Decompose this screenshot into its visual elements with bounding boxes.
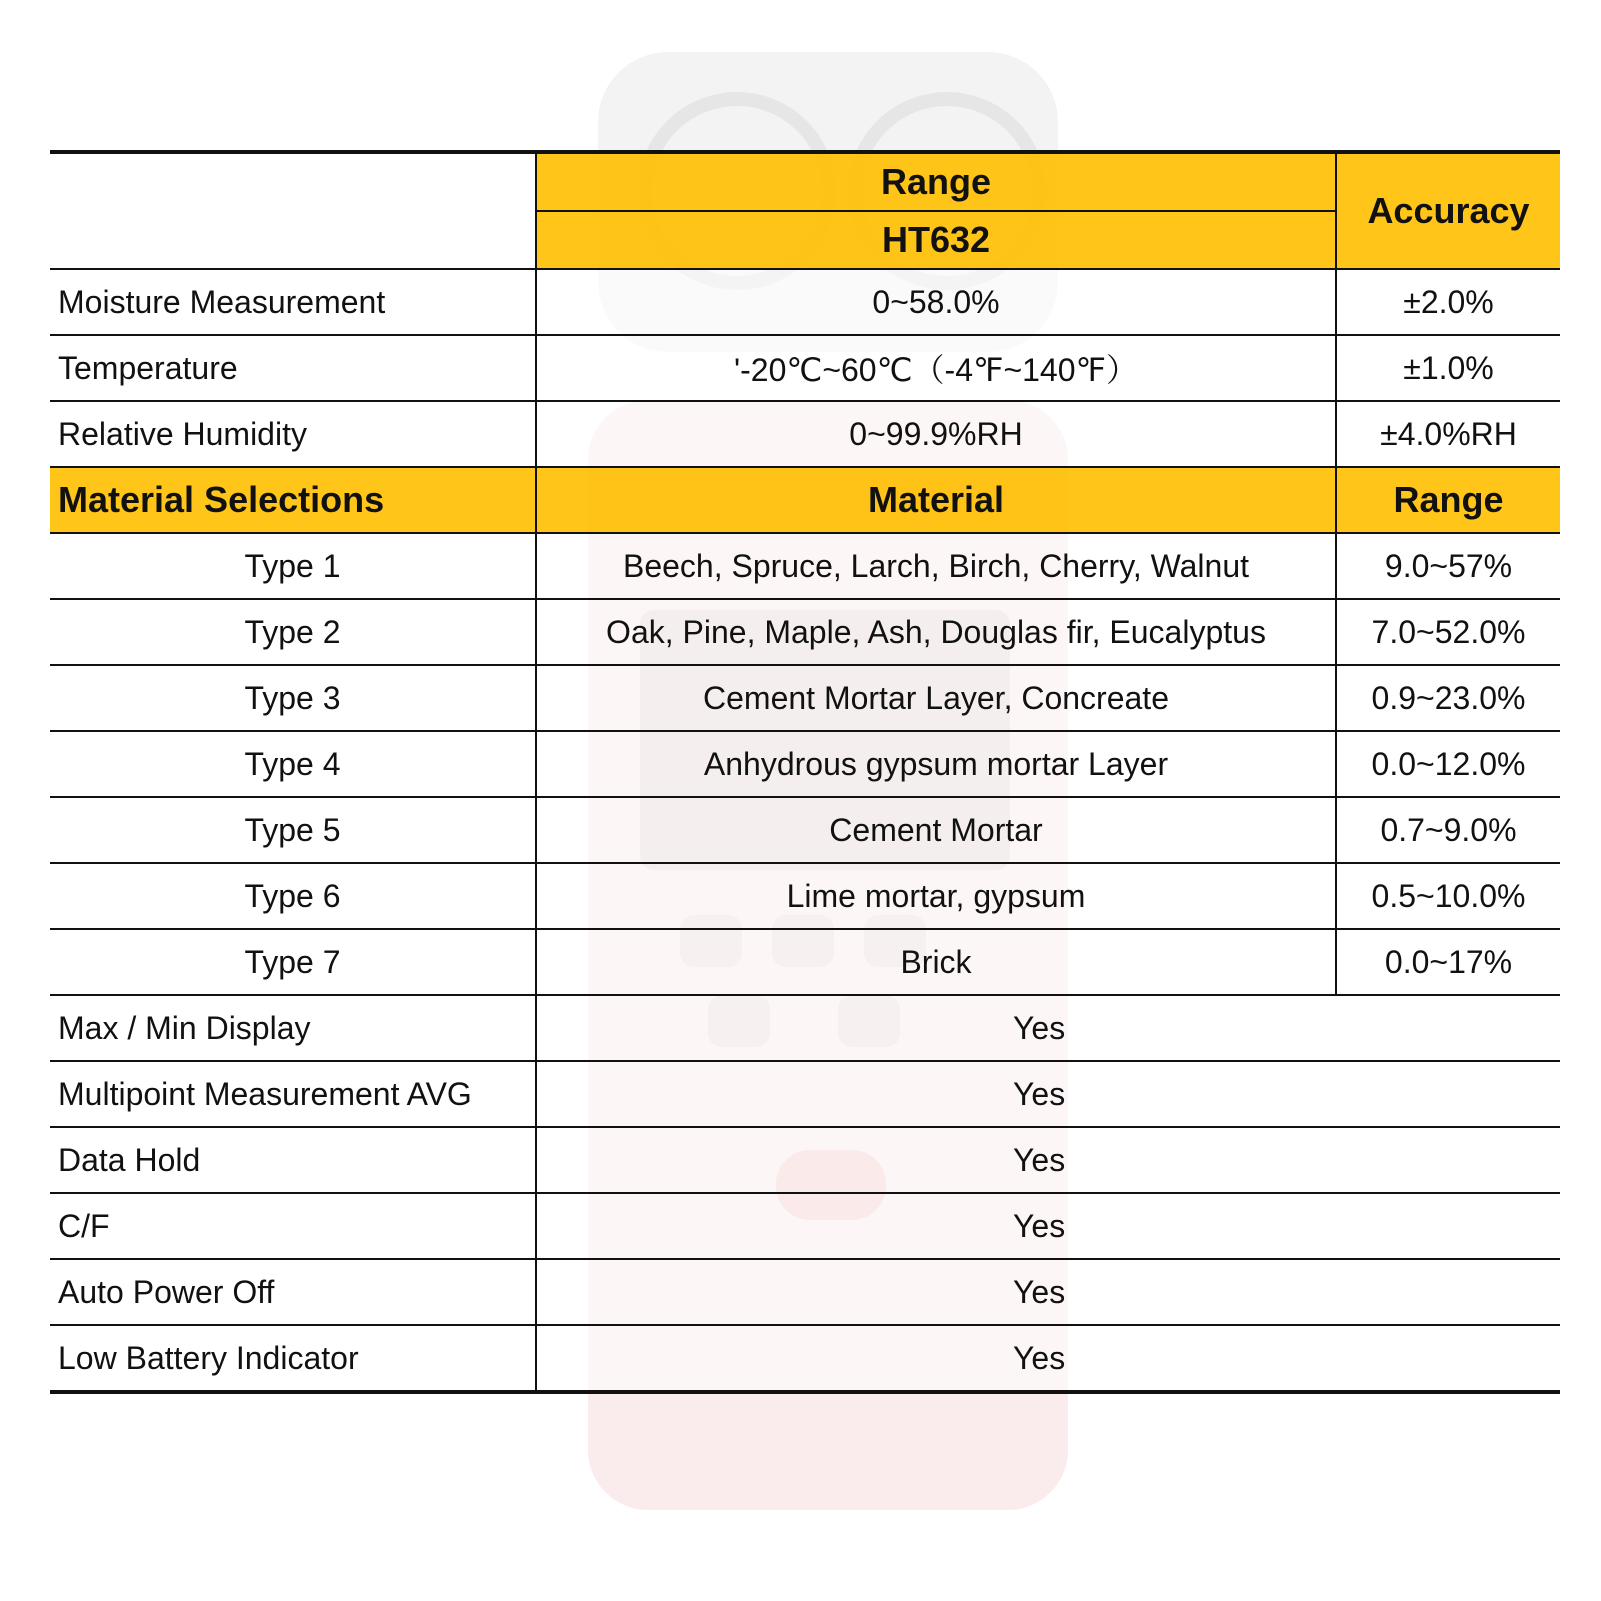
measurement-range: 0~58.0% bbox=[536, 269, 1336, 335]
header-row-range bbox=[50, 152, 1560, 211]
measurement-row bbox=[50, 401, 1560, 467]
material-list: Oak, Pine, Maple, Ash, Douglas fir, Eucalyptus bbox=[536, 599, 1336, 665]
material-row bbox=[50, 929, 1560, 995]
feature-name: Auto Power Off bbox=[50, 1259, 536, 1325]
material-list: Beech, Spruce, Larch, Birch, Cherry, Walnut bbox=[536, 533, 1336, 599]
model-header: HT632 bbox=[536, 211, 1336, 269]
material-range-header: Range bbox=[1336, 467, 1560, 533]
feature-row bbox=[50, 1259, 1560, 1325]
feature-name: Low Battery Indicator bbox=[50, 1325, 536, 1392]
material-type: Type 1 bbox=[50, 533, 536, 599]
material-row bbox=[50, 599, 1560, 665]
feature-name: Multipoint Measurement AVG bbox=[50, 1061, 536, 1127]
material-type: Type 6 bbox=[50, 863, 536, 929]
material-range: 0.0~17% bbox=[1336, 929, 1560, 995]
feature-row bbox=[50, 995, 1560, 1061]
measurement-row bbox=[50, 269, 1560, 335]
material-row bbox=[50, 665, 1560, 731]
feature-row bbox=[50, 1193, 1560, 1259]
material-type: Type 7 bbox=[50, 929, 536, 995]
material-list: Lime mortar, gypsum bbox=[536, 863, 1336, 929]
material-range: 7.0~52.0% bbox=[1336, 599, 1560, 665]
measurement-row bbox=[50, 335, 1560, 401]
header-blank-cell bbox=[50, 152, 536, 269]
material-list: Brick bbox=[536, 929, 1336, 995]
material-type: Type 2 bbox=[50, 599, 536, 665]
specification-table bbox=[50, 150, 1560, 1394]
material-row bbox=[50, 797, 1560, 863]
feature-row bbox=[50, 1127, 1560, 1193]
measurement-name: Relative Humidity bbox=[50, 401, 536, 467]
feature-value: Yes bbox=[536, 1193, 1560, 1259]
feature-name: C/F bbox=[50, 1193, 536, 1259]
measurement-accuracy: ±1.0% bbox=[1336, 335, 1560, 401]
measurement-accuracy: ±2.0% bbox=[1336, 269, 1560, 335]
material-header-row bbox=[50, 467, 1560, 533]
measurement-accuracy: ±4.0%RH bbox=[1336, 401, 1560, 467]
material-row bbox=[50, 731, 1560, 797]
feature-row bbox=[50, 1061, 1560, 1127]
measurement-name: Temperature bbox=[50, 335, 536, 401]
measurement-range: 0~99.9%RH bbox=[536, 401, 1336, 467]
feature-value: Yes bbox=[536, 1127, 1560, 1193]
material-list: Cement Mortar Layer, Concreate bbox=[536, 665, 1336, 731]
material-range: 0.5~10.0% bbox=[1336, 863, 1560, 929]
accuracy-header: Accuracy bbox=[1336, 152, 1560, 269]
material-selections-header: Material Selections bbox=[50, 467, 536, 533]
material-range: 0.0~12.0% bbox=[1336, 731, 1560, 797]
feature-value: Yes bbox=[536, 1325, 1560, 1392]
material-range: 0.9~23.0% bbox=[1336, 665, 1560, 731]
material-type: Type 5 bbox=[50, 797, 536, 863]
feature-name: Max / Min Display bbox=[50, 995, 536, 1061]
material-type: Type 3 bbox=[50, 665, 536, 731]
feature-name: Data Hold bbox=[50, 1127, 536, 1193]
material-range: 9.0~57% bbox=[1336, 533, 1560, 599]
range-header: Range bbox=[536, 152, 1336, 211]
material-row bbox=[50, 533, 1560, 599]
material-header: Material bbox=[536, 467, 1336, 533]
measurement-name: Moisture Measurement bbox=[50, 269, 536, 335]
feature-value: Yes bbox=[536, 1061, 1560, 1127]
feature-row bbox=[50, 1325, 1560, 1392]
material-list: Cement Mortar bbox=[536, 797, 1336, 863]
material-list: Anhydrous gypsum mortar Layer bbox=[536, 731, 1336, 797]
material-range: 0.7~9.0% bbox=[1336, 797, 1560, 863]
feature-value: Yes bbox=[536, 995, 1560, 1061]
material-row bbox=[50, 863, 1560, 929]
feature-value: Yes bbox=[536, 1259, 1560, 1325]
measurement-range: '-20℃~60℃（-4℉~140℉） bbox=[536, 335, 1336, 401]
material-type: Type 4 bbox=[50, 731, 536, 797]
